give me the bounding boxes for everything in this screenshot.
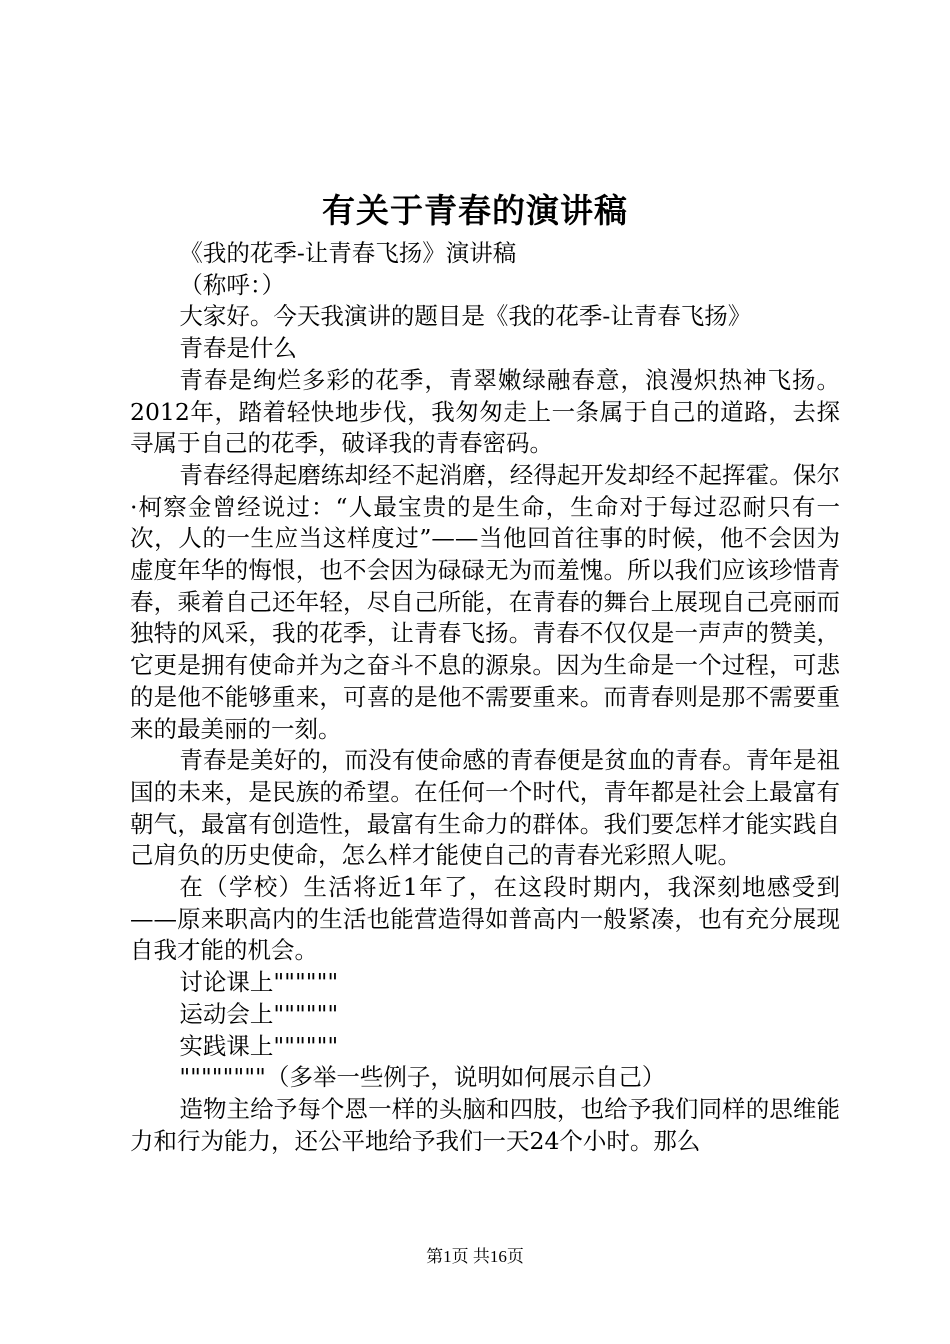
question-paragraph: 青春是什么 — [179, 334, 297, 363]
body-paragraph: 青春是美好的，而没有使命感的青春便是贫血的青春。青年是祖国的未来，是民族的希望。在任何一个时代，青年都是社会上最富有朝气，最富有创造性，最富有生命力的群体。我们要怎样才能实践自己肩负的历史使命，怎么样才能使自己的青春光彩照人呢。 — [130, 746, 840, 870]
page-indicator: 第1页 共16页 — [426, 1247, 524, 1266]
subtitle-paragraph: 《我的花季-让青春飞扬》演讲稿 — [179, 239, 517, 267]
document-title: 有关于青春的演讲稿 — [322, 191, 628, 230]
body-paragraph: 在（学校）生活将近1年了，在这段时期内，我深刻地感受到——原来职高内的生活也能营造得如普高内一般紧凑，也有充分展现自我才能的机会。 — [130, 873, 840, 965]
list-paragraph: 讨论课上"""""" — [179, 968, 339, 997]
salutation-paragraph: （称呼：） — [179, 270, 286, 299]
body-paragraph: 青春是绚烂多彩的花季，青翠嫩绿融春意，浪漫炽热神飞扬。2012年，踏着轻快地步伐，我匆匆走上一条属于自己的道路，去探寻属于自己的花季，破译我的青春密码。 — [130, 365, 840, 458]
greeting-paragraph: 大家好。今天我演讲的题目是《我的花季-让青春飞扬》 — [179, 302, 752, 331]
list-paragraph: """"""""（多举一些例子，说明如何展示自己） — [179, 1063, 666, 1092]
list-paragraph: 运动会上"""""" — [179, 999, 339, 1028]
list-paragraph: 实践课上"""""" — [179, 1031, 339, 1060]
document-body — [130, 238, 840, 1157]
body-paragraph: 青春经得起磨练却经不起消磨，经得起开发却经不起挥霍。保尔·柯察金曾经说过：“人最宝贵的是生命，生命对于每过忍耐只有一次，人的一生应当这样度过”——当他回首往事的时候，他不会因为虚度年华的悔恨，也不会因为碌碌无为而羞愧。所以我们应该珍惜青春，乘着自己还年轻，尽自己所能，在青春的舞台上展现自己亮丽而独特的风采，我的花季，让青春飞扬。青春不仅仅是一声声的赞美，它更是拥有使命并为之奋斗不息的源泉。因为生命是一个过程，可悲的是他不能够重来，可喜的是他不需要重来。而青春则是那不需要重来的最美丽的一刻。 — [130, 460, 840, 743]
body-paragraph: 造物主给予每个恩一样的头脑和四肢，也给予我们同样的思维能力和行为能力，还公平地给予我们一天24个小时。那么 — [130, 1094, 840, 1155]
